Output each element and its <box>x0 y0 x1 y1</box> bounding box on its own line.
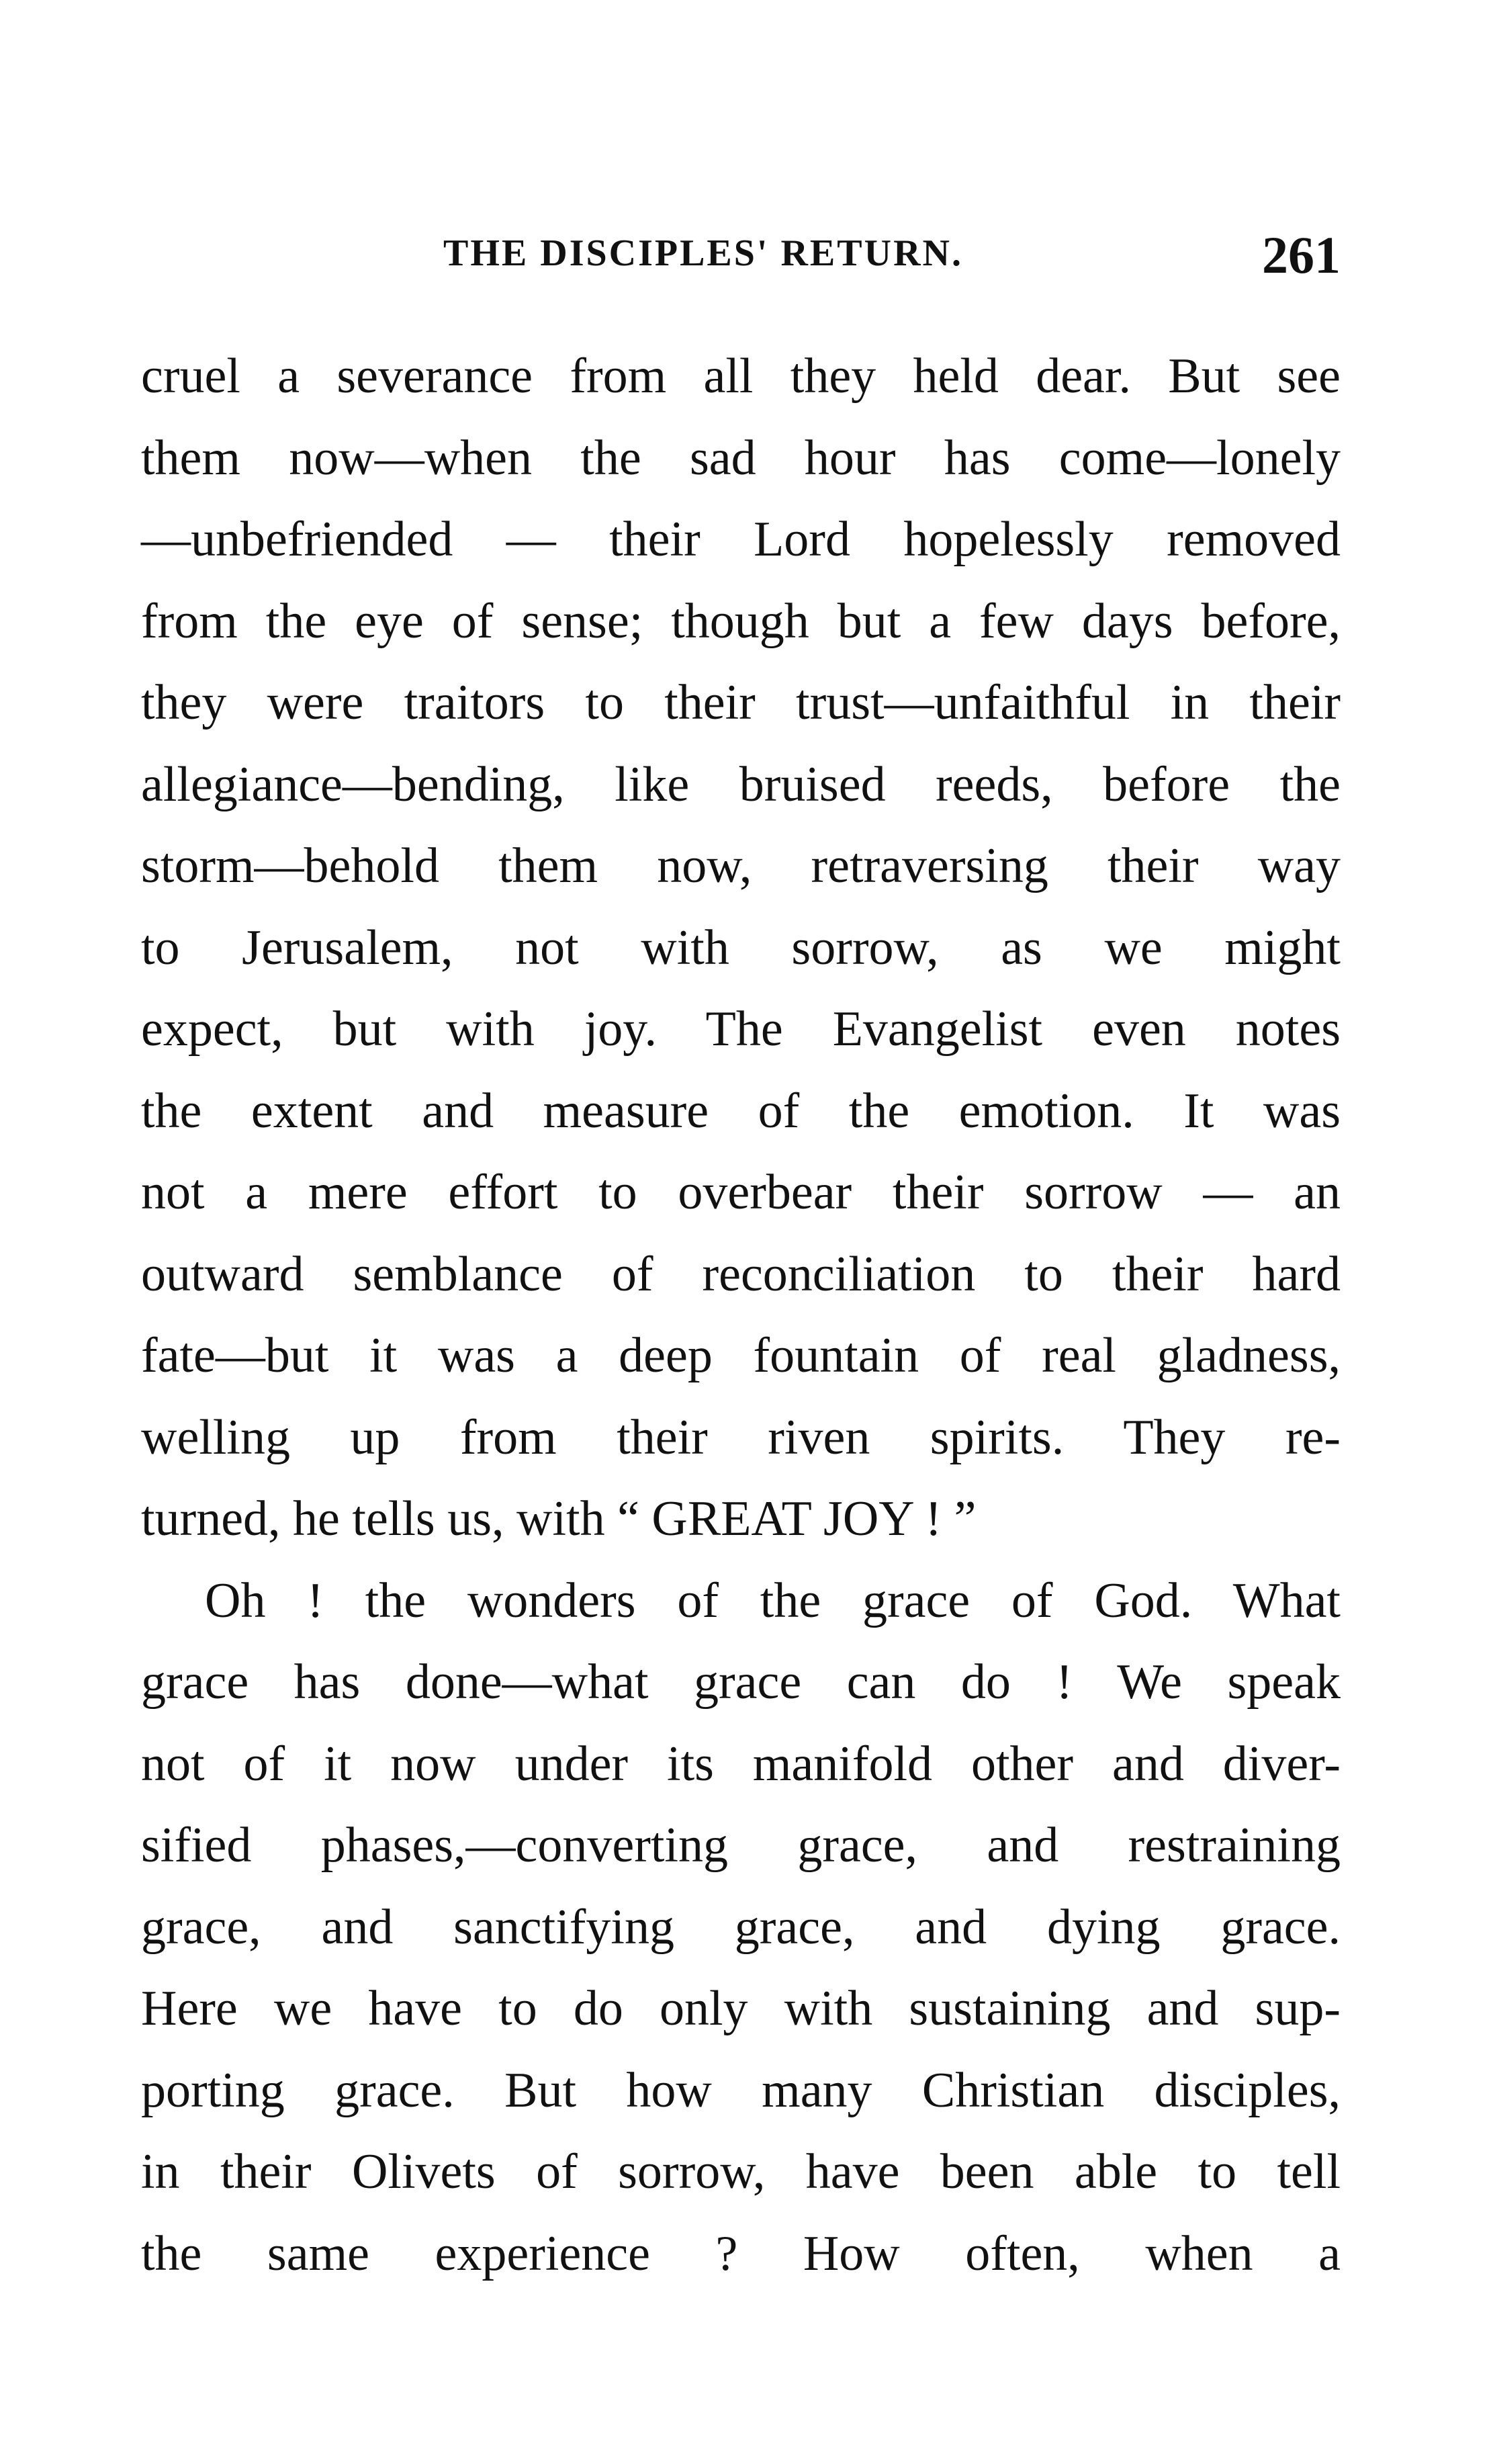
text-line: sified phases,—converting grace, and restraining <box>141 1818 1341 1873</box>
page-number: 261 <box>1262 226 1341 284</box>
text-line: expect, but with joy. The Evangelist even notes <box>141 1002 1341 1057</box>
text-line: outward semblance of reconciliation to their hard <box>141 1246 1341 1302</box>
text-line: they were traitors to their trust—unfaithful in their <box>141 675 1341 730</box>
text-line: —unbefriended — their Lord hopelessly removed <box>141 512 1341 567</box>
text-line: storm—behold them now, retraversing their way <box>141 838 1341 893</box>
text-line: fate—but it was a deep fountain of real gladness, <box>141 1328 1341 1383</box>
text-line: porting grace. But how many Christian disciples, <box>141 2062 1341 2118</box>
text-line: to Jerusalem, not with sorrow, as we might <box>141 920 1341 975</box>
text-line: in their Olivets of sorrow, have been able to tell <box>141 2144 1341 2199</box>
text-line: cruel a severance from all they held dear. But see <box>141 349 1341 404</box>
text-line: turned, he tells us, with “ GREAT JOY ! ” <box>141 1491 977 1546</box>
text-line: the same experience ? How often, when a <box>141 2226 1341 2281</box>
text-line: welling up from their riven spirits. They re- <box>141 1409 1341 1465</box>
text-line: Here we have to do only with sustaining and sup- <box>141 1981 1341 2036</box>
text-line: them now—when the sad hour has come—lonely <box>141 430 1341 486</box>
body-text <box>141 336 1341 2295</box>
text-line: Oh ! the wonders of the grace of God. What <box>205 1573 1341 1628</box>
text-line: not of it now under its manifold other and diver- <box>141 1736 1341 1792</box>
text-line: not a mere effort to overbear their sorrow — an <box>141 1165 1341 1220</box>
running-title: THE DISCIPLES' RETURN. <box>443 232 963 274</box>
text-line: the extent and measure of the emotion. It was <box>141 1083 1341 1139</box>
text-line: grace, and sanctifying grace, and dying grace. <box>141 1899 1341 1955</box>
text-line: grace has done—what grace can do ! We speak <box>141 1655 1341 1710</box>
running-header <box>141 225 1341 285</box>
text-line: from the eye of sense; though but a few days before, <box>141 593 1341 649</box>
text-line: allegiance—bending, like bruised reeds, before the <box>141 756 1341 812</box>
